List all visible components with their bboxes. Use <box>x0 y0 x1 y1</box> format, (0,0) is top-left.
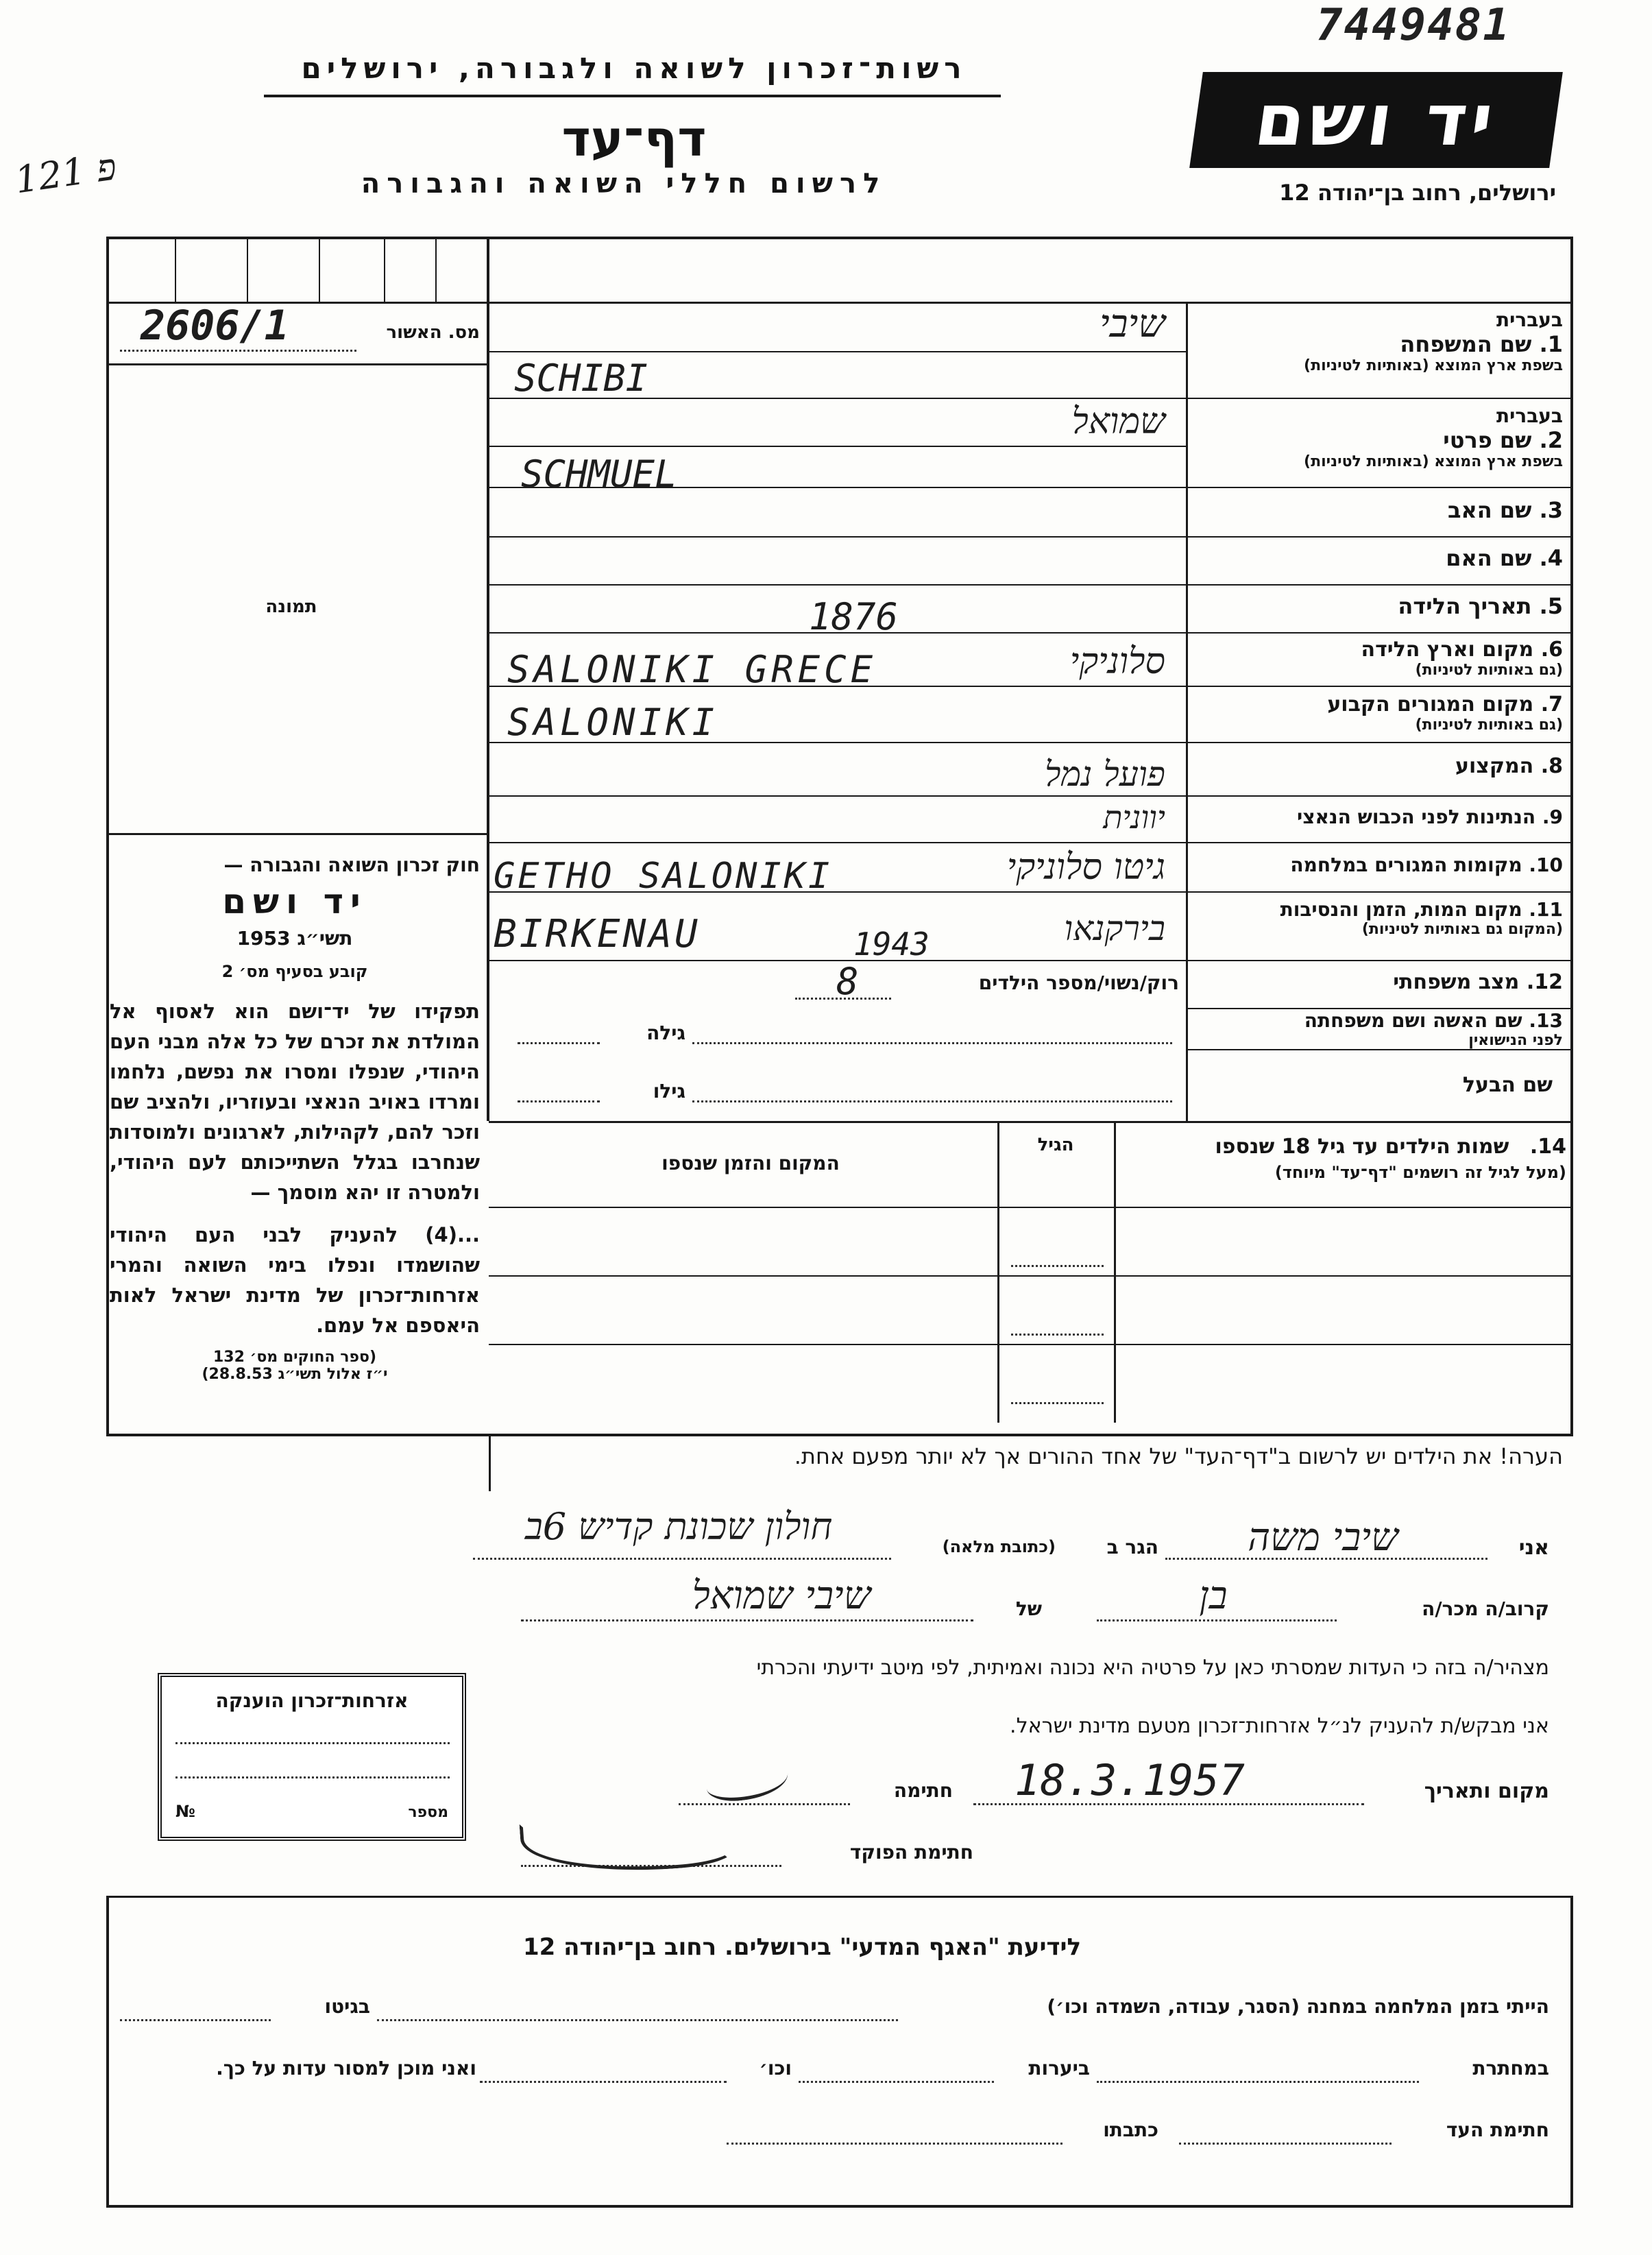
bottom-line2-underground: במחתרת <box>1472 2057 1549 2079</box>
field-11-label: 11. מקום המות, הזמן והנסיבות (המקום גם באותיות לטיניות) <box>1280 898 1563 938</box>
registration-label: מס. האשור <box>386 322 480 343</box>
of-label: של <box>1015 1597 1042 1620</box>
witness-signature <box>704 1758 790 1804</box>
field-6-label: 6. מקום וארץ הלידה (גם באותיות לטיניות) <box>1361 638 1563 679</box>
husband-age-label: גילו <box>653 1080 685 1102</box>
official-signature-label: חתימת הפוקד <box>849 1841 973 1864</box>
field-5-label: 5. תאריך הלידה <box>1398 593 1563 619</box>
children-age-column: הגיל <box>1037 1135 1074 1155</box>
law-paragraph-2: ...(4) להעניק לבני העם היהודי שהושמדו ונפלו בימי השואה והמרי אזרחות־זכרון של מדינת ישראל לאות היאספם אל עמם. <box>110 1223 480 1337</box>
field-9-label: 9. הנתינות לפני הכבוש הנאצי <box>1297 806 1563 828</box>
law-paragraph-1: תפקידו של יד־ושם הוא לאסוף אל המולדת את זכרם של כל אלה מבני העם היהודי, שנפלו ומסרו את נפשם, נלחמו ומרדו באויב הנאצי ובעוזריו, ולהציב שם וזכר להם, לקהילות, לארגונים ולמוסדות שנחרבו בגלל השתייכותם לעם היהודי, ולמטרה זו יהא מוסמך — <box>110 1000 480 1204</box>
relation-value: בן <box>1199 1573 1228 1618</box>
archive-number: 7449481 <box>1316 0 1511 51</box>
law-source: (ספר החוקים מס׳ 132 <box>212 1349 377 1366</box>
address: ירושלים, רחוב בן־יהודה 12 <box>1279 180 1556 206</box>
bottom-line3-signature: חתימת העד <box>1446 2119 1549 2141</box>
death-place-latin: BIRKENAU <box>494 912 701 956</box>
field-2-label: בעברית 2. שם פרטי בשפת ארץ המוצא (באותיות לטיניות) <box>1304 405 1563 470</box>
form-title: דף־עד <box>561 110 707 167</box>
form-subtitle: לרשום חללי השואה והגבורה <box>361 168 887 200</box>
bottom-line1-label: הייתי בזמן המלחמה במחנה (הסגר, עבודה, השמדה וכו׳) <box>1047 1995 1549 2018</box>
field-3-label: 3. שם האב <box>1447 497 1563 523</box>
photo-label: תמונה <box>265 596 317 617</box>
wartime-residence-hebrew: גיטו סלוניקי <box>1006 847 1165 888</box>
nationality-hebrew: יוונית <box>1103 799 1165 836</box>
wife-age-label: גילה <box>646 1022 685 1044</box>
law-name: יד ושם <box>222 882 367 921</box>
memorial-box-no-label: № <box>175 1802 195 1821</box>
bottom-line2-forests: ביערות <box>1028 2057 1090 2079</box>
law-block <box>110 854 480 1383</box>
memorial-citizenship-box <box>158 1673 466 1841</box>
place-date-label: מקום ותאריך <box>1424 1779 1549 1803</box>
field-12-label: 12. מצב משפחתי <box>1393 970 1563 994</box>
bottom-line2-etc: וכו׳ <box>759 2057 792 2079</box>
wartime-residence-latin: GETHO SALONIKI <box>494 856 833 897</box>
husband-name-label: שם הבעל <box>1462 1073 1553 1097</box>
death-place-hebrew: בירקנאו <box>1064 908 1165 948</box>
relation-label: קרוב/ה מכר/ה <box>1422 1597 1549 1620</box>
bottom-line3-address: כתבתו <box>1103 2119 1158 2141</box>
marital-status-label: רוק/נשוי/מספר הילדים <box>978 972 1179 994</box>
logo-text: יד ושם <box>1250 78 1503 162</box>
registration-number: 2606/1 <box>141 302 289 350</box>
birth-place-latin: SALONIKI GRECE <box>507 648 877 691</box>
birth-place-hebrew: סלוניקי <box>1069 641 1165 682</box>
law-year: תשי״ג 1953 <box>236 927 353 950</box>
death-year: 1943 <box>853 926 930 963</box>
field-4-label: 4. שם האם <box>1446 545 1563 571</box>
bottom-title: לידיעת "האגף המדעי" בירושלים. רחוב בן־יהודה 12 <box>522 1933 1082 1961</box>
field-7-label: 7. מקום המגורים הקבוע (גם באותיות לטיניות) <box>1327 692 1563 734</box>
official-signature <box>520 1809 736 1879</box>
bottom-line2-testimony: ואני מוכן למסור עדות על כך. <box>216 2057 476 2079</box>
declaration-date: 18.3.1957 <box>1015 1755 1245 1805</box>
law-section: קובע בסעיף מס׳ 2 <box>221 962 368 981</box>
law-title: חוק זכרון השואה והגבורה — <box>223 854 480 876</box>
header-rule <box>264 95 1001 97</box>
field-8-label: 8. המקצוע <box>1455 754 1563 778</box>
field-1-label: בעברית 1. שם המשפחה בשפת ארץ המוצא (באותיות לטיניות) <box>1304 309 1563 374</box>
surname-latin: SCHIBI <box>514 357 648 400</box>
address-hint: (כתובת מלאה) <box>942 1537 1056 1556</box>
declaration-i-label: אני <box>1518 1536 1549 1560</box>
children-heading: 14. שמות הילדים עד גיל 18 שנספו (מעל לגיל זה רושמים "דף־עד" מיוחד) <box>1215 1135 1566 1182</box>
margin-note: פ 121 <box>12 145 119 202</box>
surname-hebrew: שיבי <box>1099 302 1165 346</box>
law-date: י״ז אלול תשי״ג 28.8.53) <box>202 1366 388 1383</box>
children-count: 8 <box>836 960 859 1003</box>
yad-vashem-logo <box>1189 72 1563 168</box>
residence-latin: SALONIKI <box>507 701 719 744</box>
witness-name: שיבי משה <box>1248 1515 1398 1560</box>
field-10-label: 10. מקומות המגורים במלחמה <box>1290 854 1563 876</box>
field-13-label: 13. שם האשה ושם משפחתה לפני הנישואין <box>1304 1009 1563 1049</box>
children-note: הערה! את הילדים יש לרשום ב"דף־העד" של אחד ההורים אך לא יותר מפעם אחת. <box>794 1443 1563 1469</box>
children-place-column: המקום והזמן שנספו <box>661 1152 840 1174</box>
declaration-statement: מצהיר/ה בזה כי העדות שמסרתי כאן על פרטיה היא נכונה ואמיתית, לפי מיטב ידיעתי והכרתי <box>756 1656 1549 1680</box>
authority-line: רשות־זכרון לשואה ולגבורה, ירושלים <box>301 51 967 85</box>
witness-address: חולון שכונת קדיש 6ב <box>524 1505 833 1548</box>
first-name-latin: SCHMUEL <box>521 453 677 496</box>
deceased-name: שיבי שמואל <box>692 1573 871 1618</box>
first-name-hebrew: שמואל <box>1071 401 1165 442</box>
birth-year: 1876 <box>809 595 899 638</box>
memorial-box-title: אזרחות־זכרון הוענקה <box>215 1689 409 1712</box>
declaration-request: אני מבקש/ת להעניק לנ״ל אזרחות־זכרון מטעם מדינת ישראל. <box>1010 1714 1549 1738</box>
signature-label: חתימה <box>893 1779 953 1802</box>
residing-label: הגר ב <box>1106 1536 1158 1558</box>
bottom-line1-end: בגיטו <box>324 1995 370 2018</box>
profession-hebrew: פועל נמל <box>1045 754 1165 794</box>
memorial-box-number-label: מספר <box>408 1804 448 1821</box>
